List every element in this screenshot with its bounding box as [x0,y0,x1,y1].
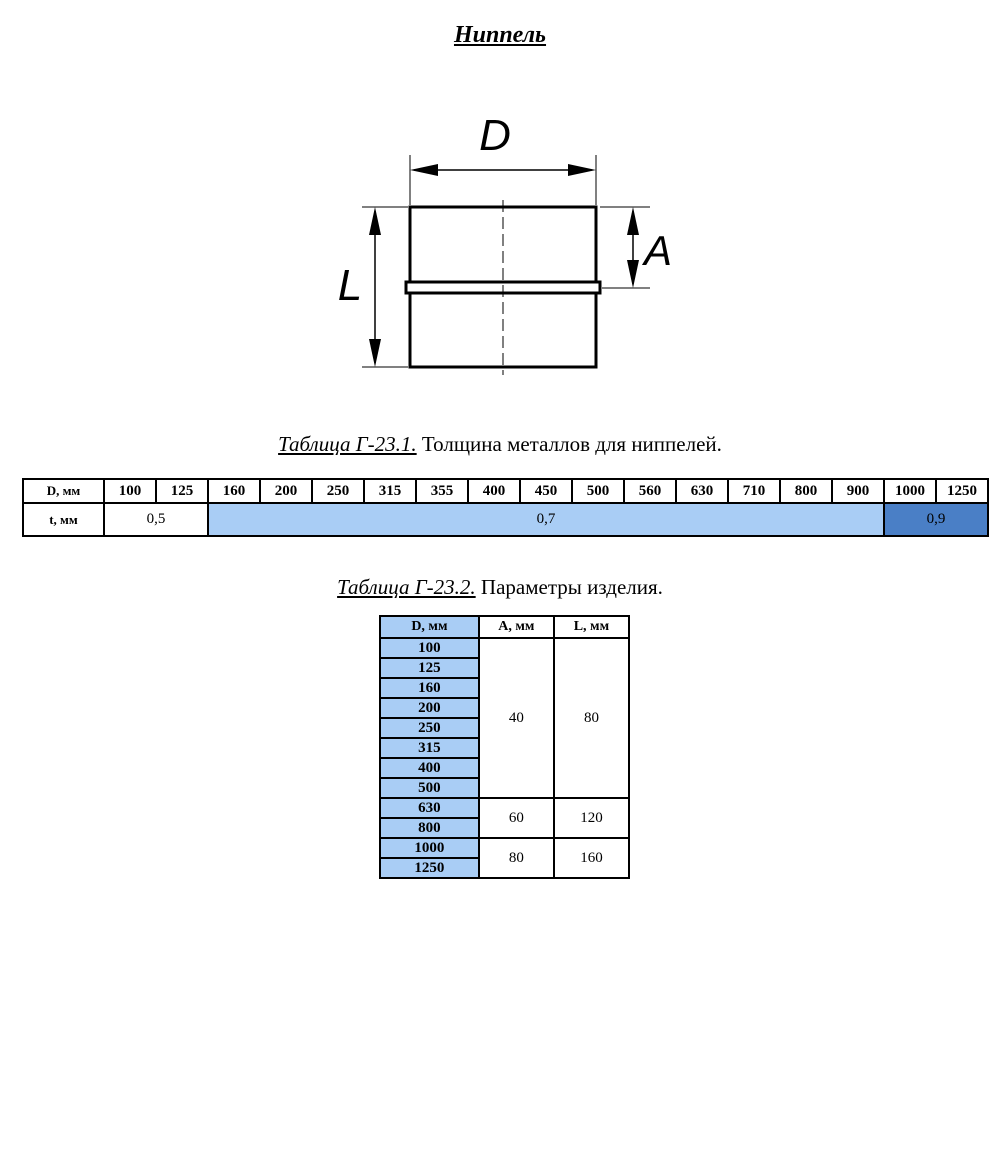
header-L: L, мм [554,616,629,638]
thickness-cell: 0,9 [884,503,988,536]
table-row [380,798,629,818]
diameter-cell: 1000 [380,838,479,858]
diameter-cell: 315 [364,479,416,503]
diameter-cell: 400 [468,479,520,503]
header-D: D, мм [380,616,479,638]
diameter-cell: 500 [380,778,479,798]
diameter-cell: 100 [380,638,479,658]
table2-caption [0,575,1000,600]
diameter-cell: 250 [312,479,364,503]
diameter-cell: 315 [380,738,479,758]
diameter-cell: 500 [572,479,624,503]
l-value-cell: 80 [554,638,629,798]
a-value-cell: 60 [479,798,554,838]
dimension-A-label: A [643,227,673,274]
header-A: A, мм [479,616,554,638]
a-value-cell: 80 [479,838,554,878]
diameter-cell: 900 [832,479,884,503]
table1-caption-number: Таблица Г-23.1. [278,432,417,456]
metal-thickness-table [22,478,989,537]
table1-caption-text: Толщина металлов для ниппелей. [416,432,722,456]
header-row [380,616,629,638]
thickness-row [23,503,988,536]
row-header-D: D, мм [23,479,104,503]
table2-caption-text: Параметры изделия. [475,575,663,599]
table1-caption [0,432,1000,457]
table2-caption-number: Таблица Г-23.2. [337,575,476,599]
l-value-cell: 160 [554,838,629,878]
dimension-D-label: D [479,111,511,160]
diameter-cell: 710 [728,479,780,503]
diameter-cell: 560 [624,479,676,503]
diameter-cell: 800 [780,479,832,503]
nipple-drawing [320,100,680,390]
diameter-cell: 1250 [380,858,479,878]
l-value-cell: 120 [554,798,629,838]
table-row [380,838,629,858]
diameter-cell: 125 [380,658,479,678]
diameter-cell: 355 [416,479,468,503]
diameter-cell: 200 [380,698,479,718]
diameter-cell: 400 [380,758,479,778]
row-header-t: t, мм [23,503,104,536]
diameter-cell: 800 [380,818,479,838]
product-parameters-table [379,615,630,879]
diameter-cell: 1000 [884,479,936,503]
diameter-cell: 125 [156,479,208,503]
diameter-cell: 630 [380,798,479,818]
diameter-cell: 160 [380,678,479,698]
page-title: Ниппель [453,22,547,48]
diameter-cell: 1250 [936,479,988,503]
dimension-L-label: L [337,261,363,310]
diameter-cell: 630 [676,479,728,503]
diameter-row [23,479,988,503]
thickness-cell: 0,5 [104,503,208,536]
diameter-cell: 200 [260,479,312,503]
diameter-cell: 450 [520,479,572,503]
diameter-cell: 160 [208,479,260,503]
diameter-cell: 100 [104,479,156,503]
a-value-cell: 40 [479,638,554,798]
diameter-cell: 250 [380,718,479,738]
thickness-cell: 0,7 [208,503,884,536]
table-row [380,638,629,658]
